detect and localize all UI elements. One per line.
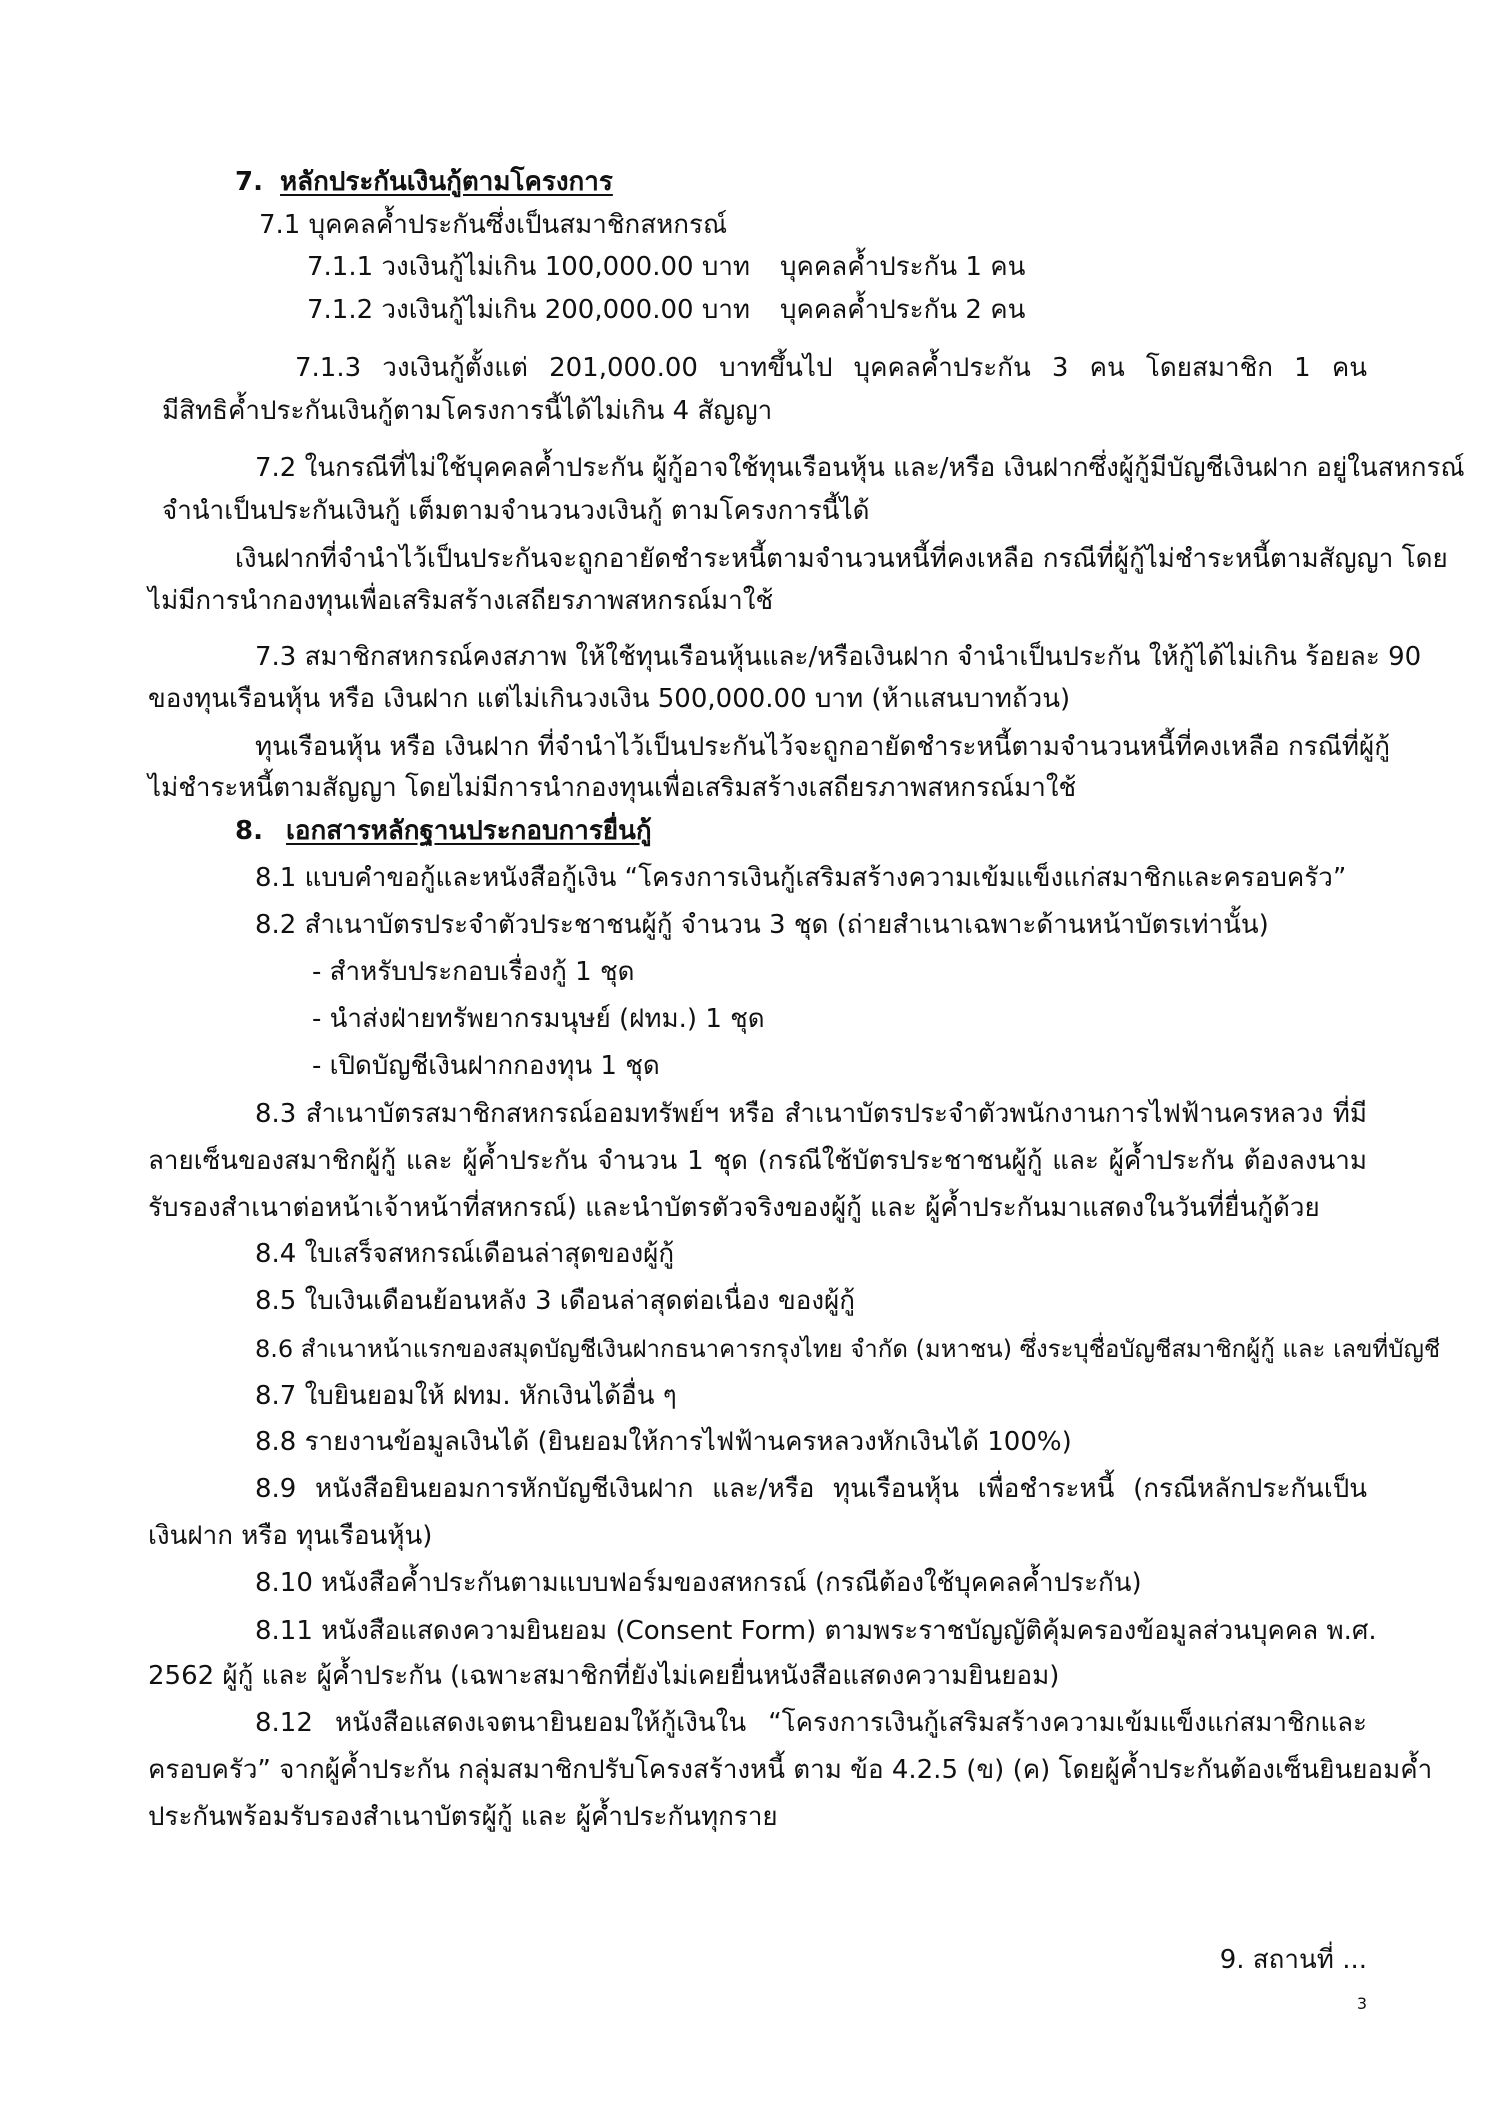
clause-7-1-2 xyxy=(0,290,1500,330)
clause-7-1-1 xyxy=(0,247,1500,287)
clause-7-2-para-2-line-2: ไม่มีการนำกองทุนเพื่อเสริมสร้างเสถียรภาพสหกรณ์มาใช้ xyxy=(148,586,774,616)
clause-8-5: 8.5 ใบเงินเดือนย้อนหลัง 3 เดือนล่าสุดต่อเนื่อง ของผู้กู้ xyxy=(255,1286,856,1316)
clause-8-12-line-3: ประกันพร้อมรับรองสำเนาบัตรผู้กู้ และ ผู้ค้ำประกันทุกราย xyxy=(148,1802,778,1832)
clause-8-12-line-2: ครอบครัว” จากผู้ค้ำประกัน กลุ่มสมาชิกปรับโครงสร้างหนี้ ตาม ข้อ 4.2.5 (ข) (ค) โดยผู้ค้ำประกันต้องเซ็นยินยอมค้ำ xyxy=(148,1755,1433,1785)
continuation-note: 9. สถานที่ ... xyxy=(1219,1945,1367,1975)
clause-8-7: 8.7 ใบยินยอมให้ ฝทม. หักเงินได้อื่น ๆ xyxy=(255,1381,677,1411)
clause-7-3-para-2-line-1: ทุนเรือนหุ้น หรือ เงินฝาก ที่จำนำไว้เป็นประกันไว้จะถูกอายัดชำระหนี้ตามจำนวนหนี้ที่คงเหลือ กรณีที่ผู้กู้ xyxy=(255,732,1390,762)
clause-7-3-line-1: 7.3 สมาชิกสหกรณ์คงสภาพ ให้ใช้ทุนเรือนหุ้นและ/หรือเงินฝาก จำนำเป็นประกัน ให้กู้ได้ไม่เกิน ร้อยละ 90 xyxy=(255,642,1422,672)
clause-7-2-line-1: 7.2 ในกรณีที่ไม่ใช้บุคคลค้ำประกัน ผู้กู้อาจใช้ทุนเรือนหุ้น และ/หรือ เงินฝากซึ่งผู้กู้มีบัญชีเงินฝาก อยู่ในสหกรณ์ xyxy=(255,453,1465,483)
clause-8-2: 8.2 สำเนาบัตรประจำตัวประชาชนผู้กู้ จำนวน 3 ชุด (ถ่ายสำเนาเฉพาะด้านหน้าบัตรเท่านั้น) xyxy=(255,910,1269,940)
clause-8-4: 8.4 ใบเสร็จสหกรณ์เดือนล่าสุดของผู้กู้ xyxy=(255,1239,675,1269)
clause-7-1-2-guarantors: บุคคลค้ำประกัน 2 คน xyxy=(780,295,1026,325)
clause-7-3-line-2: ของทุนเรือนหุ้น หรือ เงินฝาก แต่ไม่เกินวงเงิน 500,000.00 บาท (ห้าแสนบาทถ้วน) xyxy=(148,684,1071,714)
section-8-title: เอกสารหลักฐานประกอบการยื่นกู้ xyxy=(286,816,652,846)
clause-8-2-bullet-1: - สำหรับประกอบเรื่องกู้ 1 ชุด xyxy=(312,957,635,987)
clause-7-2-para-2-line-1: เงินฝากที่จำนำไว้เป็นประกันจะถูกอายัดชำระหนี้ตามจำนวนหนี้ที่คงเหลือ กรณีที่ผู้กู้ไม่ชำระหนี้ตามสัญญา โดย xyxy=(235,544,1448,574)
clause-7-1-1-amount: 7.1.1 วงเงินกู้ไม่เกิน 100,000.00 บาท xyxy=(307,252,751,282)
clause-8-12-line-1: 8.12 หนังสือแสดงเจตนายินยอมให้กู้เงินใน “โครงการเงินกู้เสริมสร้างความเข้มแข็งแก่สมาชิกและ xyxy=(255,1708,1367,1738)
clause-8-9-line-2: เงินฝาก หรือ ทุนเรือนหุ้น) xyxy=(148,1521,433,1551)
clause-7-1-3-line-1: 7.1.3 วงเงินกู้ตั้งแต่ 201,000.00 บาทขึ้นไป บุคคลค้ำประกัน 3 คน โดยสมาชิก 1 คน xyxy=(295,353,1367,383)
clause-8-9-line-1: 8.9 หนังสือยินยอมการหักบัญชีเงินฝาก และ/หรือ ทุนเรือนหุ้น เพื่อชำระหนี้ (กรณีหลักประกันเป็น xyxy=(255,1474,1367,1504)
section-7-number: 7. xyxy=(235,167,263,197)
clause-8-11-line-1: 8.11 หนังสือแสดงความยินยอม (Consent Form) ตามพระราชบัญญัติคุ้มครองข้อมูลส่วนบุคคล พ.ศ. xyxy=(255,1616,1377,1646)
section-8-heading xyxy=(235,811,1500,851)
clause-8-2-bullet-2: - นำส่งฝ่ายทรัพยากรมนุษย์ (ฝทม.) 1 ชุด xyxy=(312,1004,765,1034)
page-number: 3 xyxy=(1356,1994,1367,2013)
section-7-title: หลักประกันเงินกู้ตามโครงการ xyxy=(280,167,613,197)
clause-8-11-line-2: 2562 ผู้กู้ และ ผู้ค้ำประกัน (เฉพาะสมาชิกที่ยังไม่เคยยื่นหนังสือแสดงความยินยอม) xyxy=(148,1661,1060,1691)
clause-8-6: 8.6 สำเนาหน้าแรกของสมุดบัญชีเงินฝากธนาคารกรุงไทย จำกัด (มหาชน) ซึ่งระบุชื่อบัญชีสมาชิกผู้กู้ และ เลขที่บัญชี xyxy=(255,1335,1441,1363)
clause-8-8: 8.8 รายงานข้อมูลเงินได้ (ยินยอมให้การไฟฟ้านครหลวงหักเงินได้ 100%) xyxy=(255,1427,1072,1457)
clause-8-3-line-3: รับรองสำเนาต่อหน้าเจ้าหน้าที่สหกรณ์) และนำบัตรตัวจริงของผู้กู้ และ ผู้ค้ำประกันมาแสดงในวันที่ยื่นกู้ด้วย xyxy=(148,1193,1320,1223)
clause-7-2-line-2: จำนำเป็นประกันเงินกู้ เต็มตามจำนวนวงเงินกู้ ตามโครงการนี้ได้ xyxy=(162,496,870,526)
section-7-heading xyxy=(235,162,1500,202)
clause-7-1-3-line-2: มีสิทธิค้ำประกันเงินกู้ตามโครงการนี้ได้ไม่เกิน 4 สัญญา xyxy=(162,396,773,426)
clause-7-3-para-2-line-2: ไม่ชำระหนี้ตามสัญญา โดยไม่มีการนำกองทุนเพื่อเสริมสร้างเสถียรภาพสหกรณ์มาใช้ xyxy=(148,773,1077,803)
clause-8-3-line-1: 8.3 สำเนาบัตรสมาชิกสหกรณ์ออมทรัพย์ฯ หรือ สำเนาบัตรประจำตัวพนักงานการไฟฟ้านครหลวง ที่มี xyxy=(255,1099,1367,1129)
clause-8-1: 8.1 แบบคำขอกู้และหนังสือกู้เงิน “โครงการเงินกู้เสริมสร้างความเข้มแข็งแก่สมาชิกและครอบครัว” xyxy=(255,863,1347,893)
clause-8-3-line-2: ลายเซ็นของสมาชิกผู้กู้ และ ผู้ค้ำประกัน จำนวน 1 ชุด (กรณีใช้บัตรประชาชนผู้กู้ และ ผู้ค้ำประกัน ต้องลงนาม xyxy=(148,1146,1367,1176)
clause-7-1-2-amount: 7.1.2 วงเงินกู้ไม่เกิน 200,000.00 บาท xyxy=(307,295,751,325)
clause-7-1: 7.1 บุคคลค้ำประกันซึ่งเป็นสมาชิกสหกรณ์ xyxy=(259,210,728,240)
clause-8-2-bullet-3: - เปิดบัญชีเงินฝากกองทุน 1 ชุด xyxy=(312,1051,660,1081)
clause-7-1-1-guarantors: บุคคลค้ำประกัน 1 คน xyxy=(780,252,1026,282)
clause-8-10: 8.10 หนังสือค้ำประกันตามแบบฟอร์มของสหกรณ์ (กรณีต้องใช้บุคคลค้ำประกัน) xyxy=(255,1568,1142,1598)
section-8-number: 8. xyxy=(235,816,263,846)
